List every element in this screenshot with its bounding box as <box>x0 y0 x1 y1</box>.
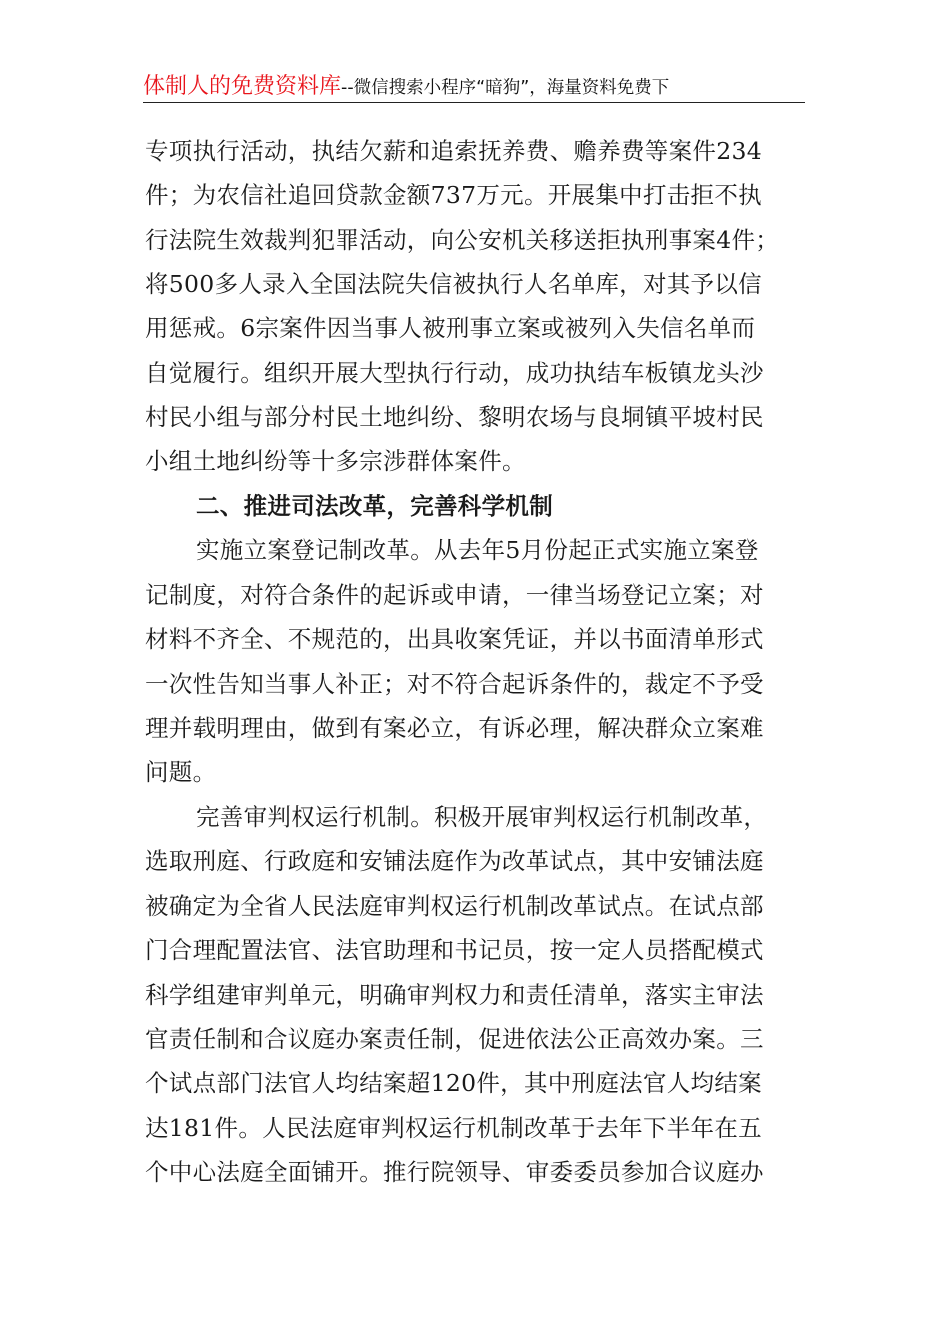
body-line: 被确定为全省人民法庭审判权运行机制改革试点。在试点部 <box>145 892 764 920</box>
body-line: 选取刑庭、行政庭和安铺法庭作为改革试点，其中安铺法庭 <box>145 847 764 875</box>
body-line: 个中心法庭全面铺开。推行院领导、审委委员参加合议庭办 <box>145 1158 764 1186</box>
body-line: 件；为农信社追回贷款金额737万元。开展集中打击拒不执 <box>145 181 762 209</box>
body-line: 用惩戒。6宗案件因当事人被刑事立案或被列入失信名单而 <box>145 314 756 342</box>
body-line: 理并载明理由，做到有案必立，有诉必理，解决群众立案难 <box>145 714 764 742</box>
body-line: 个试点部门法官人均结案超120件，其中刑庭法官人均结案 <box>145 1069 762 1097</box>
section-heading: 二、推进司法改革，完善科学机制 <box>196 492 553 520</box>
body-line: 一次性告知当事人补正；对不符合起诉条件的，裁定不予受 <box>145 670 764 698</box>
header-subtitle: --微信搜索小程序“暗狗”，海量资料免费下 <box>341 78 670 98</box>
body-line: 村民小组与部分村民土地纠纷、黎明农场与良垌镇平坡村民 <box>145 403 764 431</box>
body-line: 官责任制和合议庭办案责任制，促进依法公正高效办案。三 <box>145 1025 764 1053</box>
body-line: 材料不齐全、不规范的，出具收案凭证，并以书面清单形式 <box>145 625 764 653</box>
body-line: 将500多人录入全国法院失信被执行人名单库，对其予以信 <box>145 270 762 298</box>
body-line: 科学组建审判单元，明确审判权力和责任清单，落实主审法 <box>145 981 764 1009</box>
body-line: 自觉履行。组织开展大型执行行动，成功执结车板镇龙头沙 <box>145 359 764 387</box>
body-line: 问题。 <box>145 758 217 786</box>
page-header <box>143 72 805 102</box>
body-line: 行法院生效裁判犯罪活动，向公安机关移送拒执刑事案4件； <box>145 226 780 254</box>
body-line: 门合理配置法官、法官助理和书记员，按一定人员搭配模式 <box>145 936 764 964</box>
body-line: 小组土地纠纷等十多宗涉群体案件。 <box>145 447 526 475</box>
body-line: 达181件。人民法庭审判权运行机制改革于去年下半年在五 <box>145 1114 762 1142</box>
body-line: 完善审判权运行机制。积极开展审判权运行机制改革， <box>196 803 768 831</box>
body-line: 专项执行活动，执结欠薪和追索抚养费、赡养费等案件234 <box>145 137 762 165</box>
header-divider <box>143 102 805 103</box>
body-line: 实施立案登记制改革。从去年5月份起正式实施立案登 <box>196 536 759 564</box>
body-line: 记制度，对符合条件的起诉或申请，一律当场登记立案；对 <box>145 581 764 609</box>
header-brand: 体制人的免费资料库 <box>143 74 342 99</box>
